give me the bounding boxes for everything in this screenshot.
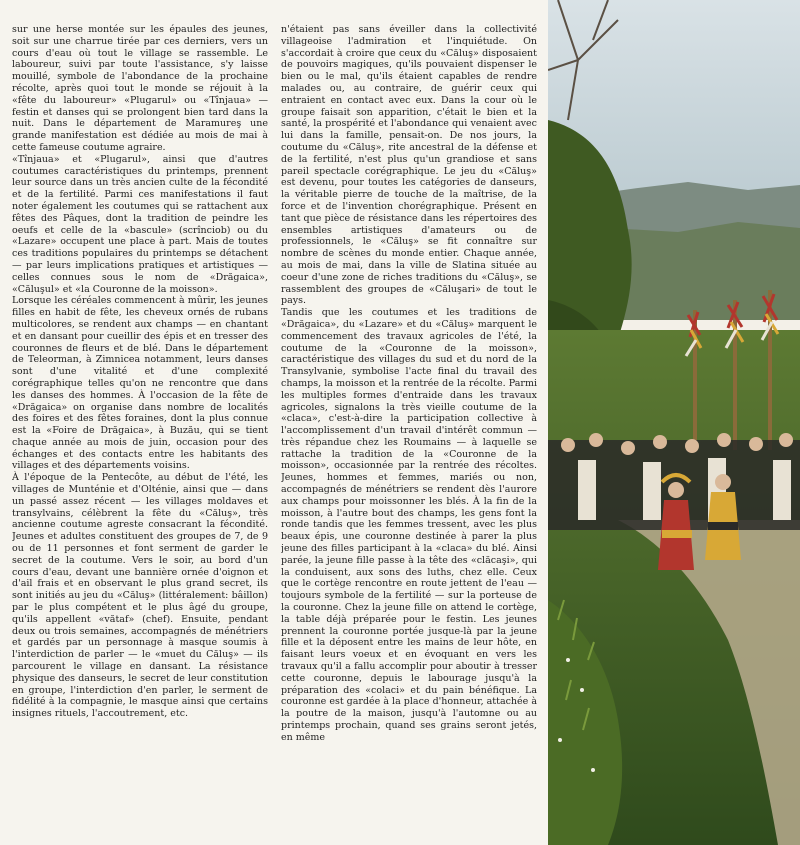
procession-photo [548,0,800,845]
procession-illustration [548,0,800,845]
text-column-right [281,24,537,836]
text-column-left [12,24,268,836]
paragraph: n'étaient pas sans éveiller dans la collectivité villageoise l'admiration et l'inquiétude. On s'accordait à croire que ceux du «Căluş» disposaient de pouvoirs magiques, qu'ils pouvaient dispenser le bien ou le mal, qu'ils étaient capables de rendre malades ou, au contraire, de guérir ceux qui entraient en contact avec eux. Dans la cour où le groupe faisait son apparition, c'était le bien et la santé, la prospérité et l'abondance qui venaient avec lui dans la famille, pensait-on. De nos jours, la coutume du «Căluş», rite ancestral de la défense et de la fertilité, n'est plus qu'un grandiose et sans pareil spectacle corégraphique. Le jeu du «Căluş» est devenu, pour toutes les catégories de danseurs, la véritable pierre de touche de la maîtrise, de la force et de l'invention chorégraphique. Présent en tant que pièce de résistance dans les répertoires des ensembles artistiques d'amateurs ou de professionnels, le «Căluş» se fit connaître sur nombre de scènes du monde entier. Chaque année, au mois de mai, dans la ville de Slatina située au coeur d'une zone de riches traditions du «Căluş», se rassemblent des groupes de «Căluşari» de tout le pays. [281,24,537,307]
paragraph: Lorsque les céréales commencent à mûrir, les jeunes filles en habit de fête, les cheveux ornés de rubans multicolores, se rendent aux champs — en chantant et en dansant pour cueillir des épis et en tresser des couronnes de fleurs et de blé. Dans le département de Teleorman, à Zimnicea notamment, leurs danses sont d'une vitalité et d'une complexité corégraphique telles qu'on ne rencontre que dans les danses des hommes. À l'occasion de la fête de «Drăgaica» on organise dans nombre de localités des foires et des fêtes foraines, dont la plus connue est la «Foire de Drăgaica», à Buzău, qui se tient chaque année au mois de juin, occasion pour des échanges et des contacts entre les habitants des villages et des départements voisins. [12,295,268,472]
paragraph: sur une herse montée sur les épaules des jeunes, soit sur une charrue tirée par ces derniers, vers un cours d'eau où tout le village se rassemble. Le laboureur, suivi par toute l'assistance, s'y laisse mouillé, symbole de l'abondance de la prochaine récolte, après quoi tout le monde se réjouit à la «fête du laboureur» «Plugarul» ou «Tînjaua» — festin et danses qui se prolongent bien tard dans la nuit. Dans le département de Maramureş une grande manifestation est dédiée au mois de mai à cette fameuse coutume agraire. [12,24,268,153]
paragraph: Tandis que les coutumes et les traditions de «Drăgaica», du «Lazare» et du «Căluş» marquent le commencement des travaux agricoles de l'été, la coutume de la «Couronne de la moisson», caractéristique des villages du sud et du nord de la Transylvanie, symbolise l'acte final du travail des champs, la moisson et la rentrée de la récolte. Parmi les multiples formes d'entraide dans les travaux agricoles, signalons la très vieille coutume de la «claca», c'est-à-dire la participation collective à l'accomplissement d'un travail d'intérêt commun — très répandue chez les Roumains — à laquelle se rattache la tradition de la «Couronne de la moisson», occasionnée par la rentrée des récoltes. Jeunes, hommes et femmes, mariés ou non, accompagnés de ménétriers se rendent dès l'aurore aux champs pour moissonner les blés. À la fin de la moisson, à l'autre bout des champs, les gens font la ronde tandis que les femmes tressent, avec les plus beaux épis, une couronne destinée à parer la plus jeune des filles participant à la «claca» du blé. Ainsi parée, la jeune fille passe à la tête des «clăcaşi», qui la conduisent, aux sons des luths, chez elle. Ceux que le cortège rencontre en route jettent de l'eau — toujours symbole de la fertilité — sur la porteuse de la couronne. Chez la jeune fille on attend le cortège, la table déjà préparée pour le festin. Les jeunes prennent la couronne portée jusque-là par la jeune fille et la déposent entre les mains de leur hôte, en faisant leurs voeux et en évoquant en vers les travaux qu'il a fallu accomplir pour aboutir à tresser cette couronne, depuis le labourage jusqu'à la préparation des «colaci» et du pain bénéfique. La couronne est gardée à la place d'honneur, attachée à la poutre de la maison, jusqu'à l'automne ou au printemps prochain, quand ses grains seront jetés, en même [281,307,537,743]
paragraph: À l'époque de la Pentecôte, au début de l'été, les villages de Munténie et d'Olténie, ainsi que — dans un passé assez récent — les villages moldaves et transylvains, célèbrent la fête du «Căluş», très ancienne coutume agreste consacrant la fécondité. Jeunes et adultes constituent des groupes de 7, de 9 ou de 11 personnes et font serment de garder le secret de la coutume. Vers le soir, au bord d'un cours d'eau, devant une bannière ornée d'oignon et d'ail frais et en observant le plus grand secret, ils sont initiés au jeu du «Căluş» (littéralement: bâillon) par le plus compétent et le plus âgé du groupe, qu'ils appellent «vătaf» (chef). Ensuite, pendant deux ou trois semaines, accompagnés de ménétriers et gardés par un personnage à masque soumis à l'interdiction de parler — le «muet du Căluş» — ils parcourent le village en dansant. La résistance physique des danseurs, le secret de leur constitution en groupe, l'interdiction d'en parler, le serment de fidélité à la compagnie, le masque ainsi que certains insignes rituels, l'accoutrement, etc. [12,472,268,720]
paragraph: «Tînjaua» et «Plugarul», ainsi que d'autres coutumes caractéristiques du printemps, prennent leur source dans un très ancien culte de la fécondité et de la fertilité. Parmi ces manifestations il faut noter également les coutumes qui se rattachent aux fêtes des Pâques, dont la tradition de peindre les oeufs et celle de la «bascule» (scrînciob) ou du «Lazare» occupent une place à part. Mais de toutes ces traditions populaires du printemps se détachent — par leurs implications pratiques et artistiques — celles connues sous le nom de «Drăgaica», «Căluşul» et «la Couronne de la moisson». [12,153,268,295]
